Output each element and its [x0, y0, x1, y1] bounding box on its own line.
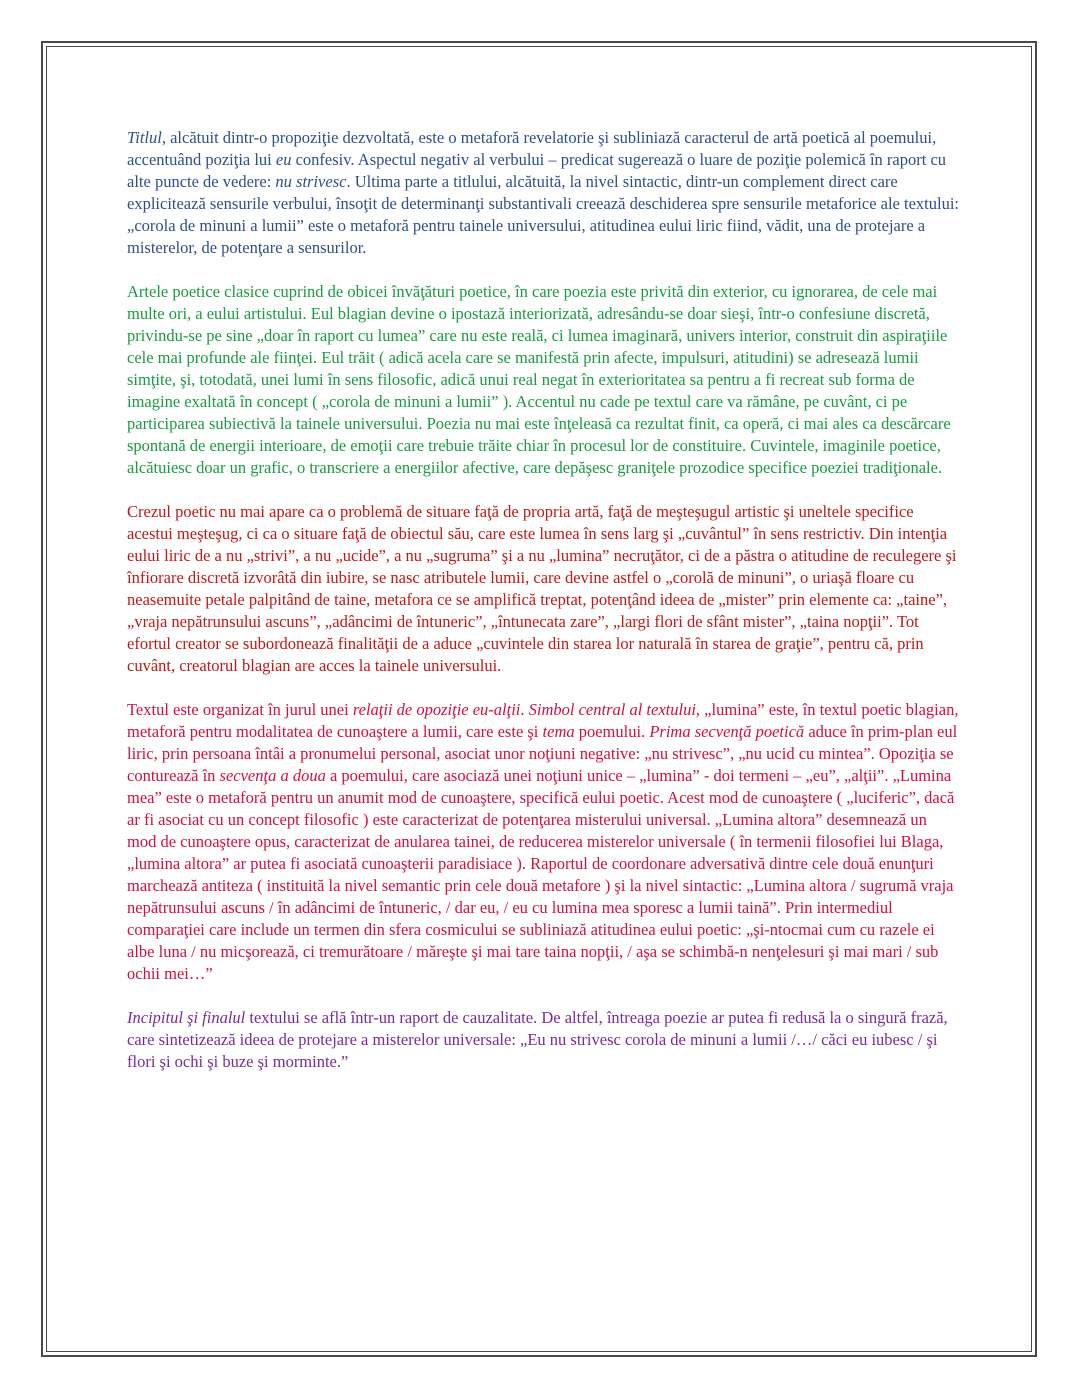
paragraph-classic-poetics: Artele poetice clasice cuprind de obicei învăţături poetice, în care poezia este privită din exterior, cu ignorarea, de cele mai multe ori, a eului artistului. Eul blagian devine o ipostază interiorizată, adresându-se doar sieşi, într-o confesiune discretă, privindu-se pe sine „doar în raport cu lumea” care nu este reală, ci lumea imaginară, univers interior, construit din aspiraţiile cele mai profunde ale fiinţei. Eul trăit ( adică acela care se manifestă prin afecte, impulsuri, atitudini) se adresează lumii simţite, şi, totodată, unei lumi în sens filosofic, adică unui real negat în exterioritatea sa pentru a fi recreat sub forma de imagine exaltată în concept ( „corola de minuni a lumii” ). Accentul nu cade pe textul care va rămâne, pe cuvânt, ci pe participarea subiectivă la tainele universului. Poezia nu mai este înţeleasă ca rezultat finit, ca operă, ci mai ales ca descărcare spontană de energii interioare, de emoţii care trebuie trăite chiar în procesul lor de constituire. Cuvintele, imaginile poetice, alcătuiesc doar un grafic, o transcriere a energiilor afective, care depăşesc graniţele prozodice specifice poeziei tradiţionale. [127, 282, 951, 477]
text-run: textului se află într-un raport de cauzalitate. De altfel, întreaga poezie ar putea fi redusă la o singură frază, care sintetizează ideea de protejare a misterelor universale: „Eu nu strivesc corola de minuni a lumii /…/ căci eu iubesc / şi flori şi ochi şi buze şi morminte.” [127, 1008, 948, 1071]
text-run: „lumina” este, în textul poetic blagian, metaforă pentru modalitatea de cunoaştere a lumii, care este şi [127, 700, 959, 741]
italic-term: Prima secvenţă poetică [649, 722, 805, 741]
text-run: Textul este organizat în jurul unei [127, 700, 353, 719]
paragraph-text-organization [127, 699, 959, 985]
text-run: . [520, 700, 529, 719]
paragraph-incipit-final [127, 1007, 959, 1073]
italic-term: relaţii de opoziţie eu-alţii [352, 700, 521, 719]
italic-term: eu [275, 150, 292, 169]
text-run: aduce în prim-plan eul liric, prin persoana întâi a pronumelui personal, asociat unor noţiuni negative: „nu strivesc”, „nu ucid cu mintea”. Opoziţia se conturează în [127, 722, 958, 785]
paragraph-poetic-credo: Crezul poetic nu mai apare ca o problemă de situare faţă de propria artă, faţă de meşteşugul artistic şi uneltele specifice acestui meşteşug, ci ca o situare faţă de obiectul său, care este lumea în sens larg şi „cuvântul” în sens restrictiv. Din intenţia eului liric de a nu „strivi”, a nu „ucide”, a nu „sugruma” şi a nu „lumina” necruţător, ci de a păstra o atitudine de reculegere şi înfiorare discretă izvorâtă din iubire, se nasc atributele lumii, care devine astfel o „corolă de minuni”, o uriaşă floare cu neasemuite petale palpitând de taine, metafora ce se amplifică treptat, potenţând ideea de „mister” prin elemente ca: „taine”, „vraja nepătrunsului ascuns”, „adâncimi de întuneric”, „întunecata zare”, „largi flori de sfânt mister”, „taina nopţii”. Tot efortul creator se subordonează finalităţii de a aduce „cuvintele din starea lor naturală în starea de graţie”, pentru că, prin cuvânt, creatorul blagian are acces la tainele universului. [127, 502, 957, 675]
paragraph-title-analysis [127, 127, 959, 259]
italic-term: Titlul [127, 128, 162, 147]
document-body [127, 127, 959, 1095]
text-run: poemului. [574, 722, 650, 741]
italic-term: nu strivesc [275, 172, 347, 191]
italic-term: secvenţa a doua [219, 766, 326, 785]
italic-term: Simbol central al textului, [528, 700, 701, 719]
text-run: , alcătuit dintr-o propoziţie dezvoltată, este o metaforă revelatorie şi subliniază caracterul de artă poetică al poemului, accentuând poziţia lui [127, 128, 937, 169]
italic-term: tema [542, 722, 575, 741]
italic-term: Incipitul şi finalul [127, 1008, 246, 1027]
text-run: confesiv. Aspectul negativ al verbului – predicat sugerează o luare de poziţie polemică în raport cu alte puncte de vedere: [127, 150, 947, 191]
text-run: a poemului, care asociază unei noţiuni unice – „lumina” - doi termeni – „eu”, „alţii”. „Lumina mea” este o metaforă pentru un anumit mod de cunoaştere, specifică eului poetic. Acest mod de cunoaştere ( „luciferic”, dacă ar fi asociat cu un concept filosofic ) este caracterizat de potenţarea misterului universal. „Lumina altora” desemnează un mod de cunoaştere opus, caracterizat de anularea tainei, de reducerea misterelor universale ( în termenii filosofiei lui Blaga, „lumina altora” ar putea fi asociată cunoaşterii paradisiace ). Raportul de coordonare adversativă dintre cele două enunţuri marchează antiteza ( instituită la nivel semantic prin cele două metafore ) şi la nivel sintactic: „Lumina altora / sugrumă vraja nepătrunsului ascuns / în adâncimi de întuneric, / dar eu, / eu cu lumina mea sporesc a lumii taină”. Prin intermediul comparaţiei care include un termen din sfera cosmicului se subliniază atitudinea eului poetic: „şi-ntocmai cum cu razele ei albe luna / nu micşorează, ci tremurătoare / măreşte şi mai tare taina nopţii, / aşa se schimbă-n nenţelesuri şi mai mari / sub ochii mei…” [127, 766, 955, 983]
text-run: . Ultima parte a titlului, alcătuită, la nivel sintactic, dintr-un complement direct care explicitează sensurile verbului, însoţit de determinanţi substantivali creează deschiderea spre sensurile metaforice ale textului: „corola de minuni a lumii” este o metaforă pentru tainele universului, atitudinea eului liric fiind, vădit, una de protejare a misterelor, de potenţare a sensurilor. [127, 172, 960, 257]
